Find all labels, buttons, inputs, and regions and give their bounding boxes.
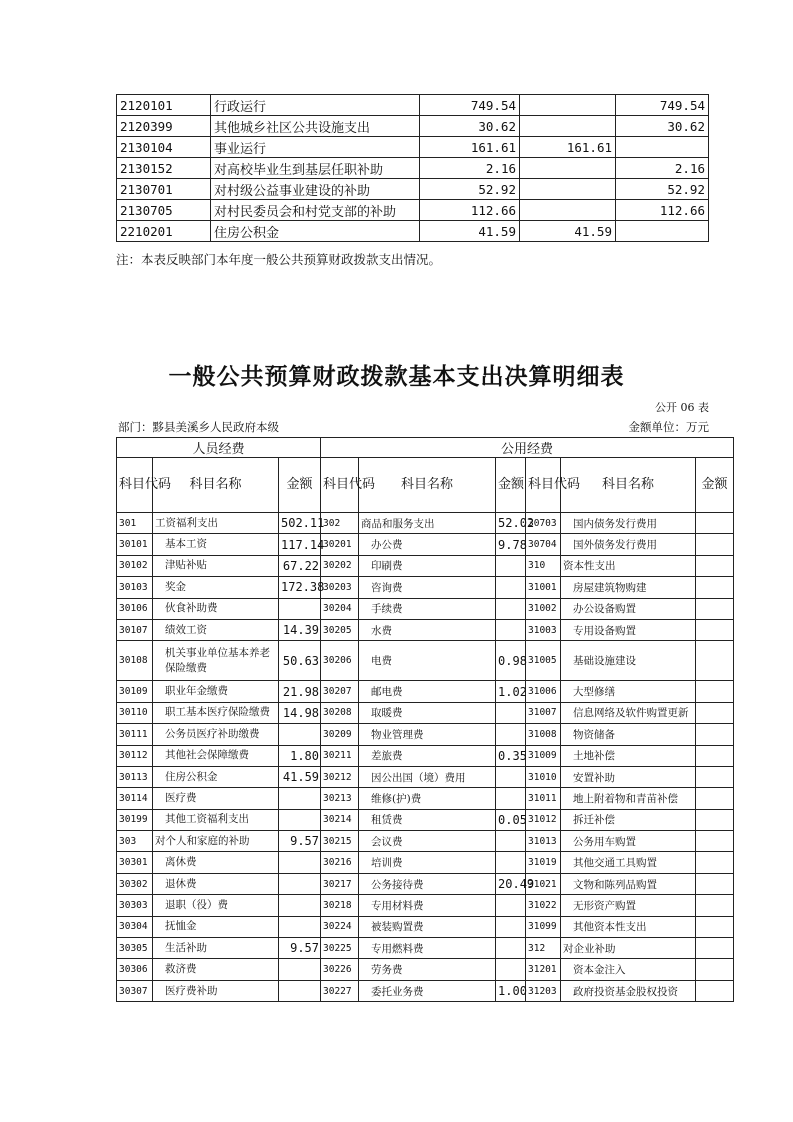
table-row xyxy=(117,788,734,809)
capital-code: 31010 xyxy=(526,766,561,787)
total-amount: 52.92 xyxy=(420,179,520,200)
personnel-amount: 14.98 xyxy=(279,702,321,723)
personnel-amount xyxy=(279,788,321,809)
project-amount: 30.62 xyxy=(616,116,709,137)
personnel-name: 住房公积金 xyxy=(153,766,279,787)
capital-code: 31001 xyxy=(526,577,561,598)
capital-amount xyxy=(696,788,734,809)
capital-amount xyxy=(696,598,734,619)
personnel-name: 医疗费补助 xyxy=(153,980,279,1001)
personnel-code: 303 xyxy=(117,831,153,852)
total-amount: 749.54 xyxy=(420,95,520,116)
public-amount xyxy=(496,555,526,576)
public-amount: 9.78 xyxy=(496,534,526,555)
table-row xyxy=(117,938,734,959)
personnel-name: 津贴补贴 xyxy=(153,555,279,576)
table-row xyxy=(117,577,734,598)
basic-amount xyxy=(520,179,616,200)
public-code: 30205 xyxy=(321,619,359,640)
personnel-code: 30106 xyxy=(117,598,153,619)
personnel-code: 30110 xyxy=(117,702,153,723)
capital-name: 大型修缮 xyxy=(561,681,696,702)
form-id: 公开 06 表 xyxy=(655,401,709,414)
capital-amount xyxy=(696,577,734,598)
personnel-code: 30108 xyxy=(117,641,153,681)
public-name: 取暖费 xyxy=(359,702,496,723)
total-amount: 161.61 xyxy=(420,137,520,158)
public-name: 培训费 xyxy=(359,852,496,873)
public-code: 30206 xyxy=(321,641,359,681)
subject-name: 事业运行 xyxy=(211,137,420,158)
personnel-amount xyxy=(279,895,321,916)
basic-amount xyxy=(520,200,616,221)
expenditure-summary-table xyxy=(116,94,709,242)
basic-amount xyxy=(520,116,616,137)
table-row xyxy=(117,959,734,980)
public-amount xyxy=(496,788,526,809)
personnel-code: 30305 xyxy=(117,938,153,959)
public-name: 邮电费 xyxy=(359,681,496,702)
amount-header: 金额 xyxy=(496,458,526,513)
personnel-name: 救济费 xyxy=(153,959,279,980)
personnel-code: 30307 xyxy=(117,980,153,1001)
public-amount xyxy=(496,831,526,852)
header-column-row xyxy=(117,458,734,513)
public-amount xyxy=(496,959,526,980)
public-name: 印刷费 xyxy=(359,555,496,576)
code-header: 科目代码 xyxy=(321,458,359,513)
public-code: 30201 xyxy=(321,534,359,555)
project-amount xyxy=(616,137,709,158)
table-row xyxy=(117,513,734,534)
table-row xyxy=(117,116,709,137)
personnel-amount: 9.57 xyxy=(279,938,321,959)
table-row xyxy=(117,916,734,937)
public-amount xyxy=(496,619,526,640)
amount-header: 金额 xyxy=(279,458,321,513)
public-code: 30213 xyxy=(321,788,359,809)
table-row xyxy=(117,158,709,179)
public-code: 30215 xyxy=(321,831,359,852)
capital-amount xyxy=(696,745,734,766)
capital-code: 31006 xyxy=(526,681,561,702)
capital-code: 310 xyxy=(526,555,561,576)
personnel-header: 人员经费 xyxy=(117,438,321,458)
public-code: 30226 xyxy=(321,959,359,980)
subject-code: 2120101 xyxy=(117,95,211,116)
public-amount xyxy=(496,702,526,723)
capital-code: 31013 xyxy=(526,831,561,852)
public-name: 水费 xyxy=(359,619,496,640)
capital-code: 31003 xyxy=(526,619,561,640)
public-name: 因公出国（境）费用 xyxy=(359,766,496,787)
public-amount xyxy=(496,895,526,916)
capital-name: 资本性支出 xyxy=(561,555,696,576)
personnel-code: 30301 xyxy=(117,852,153,873)
table-row xyxy=(117,745,734,766)
public-code: 30224 xyxy=(321,916,359,937)
total-amount: 2.16 xyxy=(420,158,520,179)
capital-name: 专用设备购置 xyxy=(561,619,696,640)
public-amount xyxy=(496,724,526,745)
table-row xyxy=(117,809,734,830)
public-name: 电费 xyxy=(359,641,496,681)
personnel-name: 抚恤金 xyxy=(153,916,279,937)
capital-amount xyxy=(696,873,734,894)
department-label: 部门：黟县美溪乡人民政府本级 xyxy=(118,420,279,434)
table-row xyxy=(117,137,709,158)
public-name: 差旅费 xyxy=(359,745,496,766)
personnel-amount: 172.38 xyxy=(279,577,321,598)
personnel-amount xyxy=(279,873,321,894)
subject-name: 对村级公益事业建设的补助 xyxy=(211,179,420,200)
personnel-name: 其他工资福利支出 xyxy=(153,809,279,830)
public-code: 30208 xyxy=(321,702,359,723)
code-header: 科目代码 xyxy=(526,458,561,513)
public-name: 会议费 xyxy=(359,831,496,852)
public-code: 30214 xyxy=(321,809,359,830)
capital-amount xyxy=(696,938,734,959)
table-row xyxy=(117,221,709,242)
personnel-amount xyxy=(279,852,321,873)
capital-code: 312 xyxy=(526,938,561,959)
table-row xyxy=(117,95,709,116)
capital-name: 对企业补助 xyxy=(561,938,696,959)
personnel-name: 奖金 xyxy=(153,577,279,598)
public-code: 30225 xyxy=(321,938,359,959)
personnel-code: 30111 xyxy=(117,724,153,745)
capital-name: 国外债务发行费用 xyxy=(561,534,696,555)
capital-name: 土地补偿 xyxy=(561,745,696,766)
subject-name: 对高校毕业生到基层任职补助 xyxy=(211,158,420,179)
table-row xyxy=(117,766,734,787)
public-amount: 0.05 xyxy=(496,809,526,830)
capital-name: 安置补助 xyxy=(561,766,696,787)
table-row xyxy=(117,619,734,640)
personnel-amount: 502.11 xyxy=(279,513,321,534)
capital-amount xyxy=(696,980,734,1001)
public-name: 委托业务费 xyxy=(359,980,496,1001)
personnel-amount: 9.57 xyxy=(279,831,321,852)
subject-code: 2130104 xyxy=(117,137,211,158)
public-amount xyxy=(496,577,526,598)
personnel-code: 30101 xyxy=(117,534,153,555)
subject-name: 行政运行 xyxy=(211,95,420,116)
capital-code: 31022 xyxy=(526,895,561,916)
project-amount: 749.54 xyxy=(616,95,709,116)
code-header: 科目代码 xyxy=(117,458,153,513)
table-row xyxy=(117,895,734,916)
capital-amount xyxy=(696,555,734,576)
public-amount xyxy=(496,916,526,937)
capital-code: 31021 xyxy=(526,873,561,894)
personnel-amount xyxy=(279,916,321,937)
personnel-name: 医疗费 xyxy=(153,788,279,809)
capital-amount xyxy=(696,959,734,980)
personnel-name: 基本工资 xyxy=(153,534,279,555)
personnel-amount: 14.39 xyxy=(279,619,321,640)
capital-amount xyxy=(696,513,734,534)
personnel-code: 30107 xyxy=(117,619,153,640)
capital-name: 公务用车购置 xyxy=(561,831,696,852)
subject-name: 其他城乡社区公共设施支出 xyxy=(211,116,420,137)
capital-code: 30704 xyxy=(526,534,561,555)
subject-code: 2130701 xyxy=(117,179,211,200)
personnel-code: 30114 xyxy=(117,788,153,809)
capital-code: 30703 xyxy=(526,513,561,534)
capital-name: 文物和陈列品购置 xyxy=(561,873,696,894)
public-code: 30217 xyxy=(321,873,359,894)
personnel-name: 公务员医疗补助缴费 xyxy=(153,724,279,745)
project-amount xyxy=(616,221,709,242)
capital-code: 31005 xyxy=(526,641,561,681)
capital-name: 地上附着物和青苗补偿 xyxy=(561,788,696,809)
personnel-code: 30303 xyxy=(117,895,153,916)
personnel-name: 退职（役）费 xyxy=(153,895,279,916)
basic-amount: 161.61 xyxy=(520,137,616,158)
public-name: 办公费 xyxy=(359,534,496,555)
table-row xyxy=(117,873,734,894)
capital-name: 国内债务发行费用 xyxy=(561,513,696,534)
public-name: 咨询费 xyxy=(359,577,496,598)
capital-code: 31012 xyxy=(526,809,561,830)
personnel-code: 301 xyxy=(117,513,153,534)
table-row xyxy=(117,641,734,681)
public-amount xyxy=(496,852,526,873)
table-row xyxy=(117,681,734,702)
capital-name: 其他资本性支出 xyxy=(561,916,696,937)
basic-amount xyxy=(520,95,616,116)
personnel-amount xyxy=(279,598,321,619)
total-amount: 112.66 xyxy=(420,200,520,221)
name-header: 科目名称 xyxy=(153,458,279,513)
capital-amount xyxy=(696,895,734,916)
capital-amount xyxy=(696,702,734,723)
public-code: 30212 xyxy=(321,766,359,787)
total-amount: 41.59 xyxy=(420,221,520,242)
capital-amount xyxy=(696,534,734,555)
personnel-amount xyxy=(279,724,321,745)
personnel-name: 退休费 xyxy=(153,873,279,894)
name-header: 科目名称 xyxy=(359,458,496,513)
personnel-name: 职工基本医疗保险缴费 xyxy=(153,702,279,723)
table-row xyxy=(117,702,734,723)
basic-expenditure-detail-table xyxy=(116,437,734,1002)
capital-name: 政府投资基金股权投资 xyxy=(561,980,696,1001)
public-code: 30202 xyxy=(321,555,359,576)
personnel-name: 其他社会保障缴费 xyxy=(153,745,279,766)
capital-code: 31099 xyxy=(526,916,561,937)
personnel-amount: 21.98 xyxy=(279,681,321,702)
public-amount: 0.35 xyxy=(496,745,526,766)
table-row xyxy=(117,980,734,1001)
personnel-name: 对个人和家庭的补助 xyxy=(153,831,279,852)
header-group-row xyxy=(117,438,734,458)
public-name: 公务接待费 xyxy=(359,873,496,894)
public-code: 302 xyxy=(321,513,359,534)
personnel-code: 30103 xyxy=(117,577,153,598)
project-amount: 112.66 xyxy=(616,200,709,221)
detail-body xyxy=(117,513,734,1002)
amount-unit-label: 金额单位：万元 xyxy=(628,420,709,434)
public-code: 30203 xyxy=(321,577,359,598)
capital-name: 其他交通工具购置 xyxy=(561,852,696,873)
personnel-code: 30304 xyxy=(117,916,153,937)
public-amount: 1.02 xyxy=(496,681,526,702)
personnel-name: 伙食补助费 xyxy=(153,598,279,619)
public-code: 30209 xyxy=(321,724,359,745)
public-header: 公用经费 xyxy=(321,438,734,458)
public-amount: 20.49 xyxy=(496,873,526,894)
table-row xyxy=(117,724,734,745)
personnel-code: 30113 xyxy=(117,766,153,787)
subject-code: 2130152 xyxy=(117,158,211,179)
personnel-amount xyxy=(279,959,321,980)
basic-amount: 41.59 xyxy=(520,221,616,242)
public-name: 被装购置费 xyxy=(359,916,496,937)
public-name: 手续费 xyxy=(359,598,496,619)
name-header: 科目名称 xyxy=(561,458,696,513)
table-row xyxy=(117,534,734,555)
public-code: 30207 xyxy=(321,681,359,702)
public-amount xyxy=(496,938,526,959)
personnel-code: 30112 xyxy=(117,745,153,766)
public-amount: 0.98 xyxy=(496,641,526,681)
personnel-name: 工资福利支出 xyxy=(153,513,279,534)
capital-amount xyxy=(696,619,734,640)
table-row xyxy=(117,598,734,619)
personnel-amount: 117.14 xyxy=(279,534,321,555)
public-name: 租赁费 xyxy=(359,809,496,830)
project-amount: 52.92 xyxy=(616,179,709,200)
capital-name: 无形资产购置 xyxy=(561,895,696,916)
capital-name: 房屋建筑物购建 xyxy=(561,577,696,598)
total-amount: 30.62 xyxy=(420,116,520,137)
table-row xyxy=(117,852,734,873)
personnel-code: 30199 xyxy=(117,809,153,830)
capital-code: 31007 xyxy=(526,702,561,723)
public-amount: 1.00 xyxy=(496,980,526,1001)
personnel-code: 30109 xyxy=(117,681,153,702)
capital-code: 31002 xyxy=(526,598,561,619)
public-amount xyxy=(496,766,526,787)
capital-amount xyxy=(696,852,734,873)
personnel-amount: 67.22 xyxy=(279,555,321,576)
capital-amount xyxy=(696,724,734,745)
subject-code: 2210201 xyxy=(117,221,211,242)
subject-code: 2130705 xyxy=(117,200,211,221)
personnel-amount: 1.80 xyxy=(279,745,321,766)
personnel-amount xyxy=(279,809,321,830)
public-name: 维修(护)费 xyxy=(359,788,496,809)
capital-amount xyxy=(696,766,734,787)
personnel-code: 30306 xyxy=(117,959,153,980)
public-amount xyxy=(496,598,526,619)
table-row xyxy=(117,179,709,200)
personnel-code: 30102 xyxy=(117,555,153,576)
capital-amount xyxy=(696,916,734,937)
table-row xyxy=(117,555,734,576)
capital-name: 基础设施建设 xyxy=(561,641,696,681)
public-name: 劳务费 xyxy=(359,959,496,980)
capital-name: 物资储备 xyxy=(561,724,696,745)
subject-name: 住房公积金 xyxy=(211,221,420,242)
capital-code: 31009 xyxy=(526,745,561,766)
personnel-name: 绩效工资 xyxy=(153,619,279,640)
page-title: 一般公共预算财政拨款基本支出决算明细表 xyxy=(168,364,625,390)
subject-code: 2120399 xyxy=(117,116,211,137)
amount-header: 金额 xyxy=(696,458,734,513)
capital-code: 31201 xyxy=(526,959,561,980)
subject-name: 对村民委员会和村党支部的补助 xyxy=(211,200,420,221)
capital-amount xyxy=(696,831,734,852)
capital-amount xyxy=(696,809,734,830)
public-code: 30218 xyxy=(321,895,359,916)
public-amount: 52.02 xyxy=(496,513,526,534)
basic-amount xyxy=(520,158,616,179)
table-row xyxy=(117,200,709,221)
personnel-name: 职业年金缴费 xyxy=(153,681,279,702)
public-code: 30204 xyxy=(321,598,359,619)
capital-name: 拆迁补偿 xyxy=(561,809,696,830)
personnel-amount xyxy=(279,980,321,1001)
table-note: 注：本表反映部门本年度一般公共预算财政拨款支出情况。 xyxy=(116,252,442,267)
personnel-amount: 50.63 xyxy=(279,641,321,681)
capital-code: 31203 xyxy=(526,980,561,1001)
capital-code: 31011 xyxy=(526,788,561,809)
public-code: 30227 xyxy=(321,980,359,1001)
public-code: 30211 xyxy=(321,745,359,766)
table-row xyxy=(117,831,734,852)
public-name: 物业管理费 xyxy=(359,724,496,745)
public-name: 商品和服务支出 xyxy=(359,513,496,534)
capital-amount xyxy=(696,641,734,681)
personnel-name: 生活补助 xyxy=(153,938,279,959)
project-amount: 2.16 xyxy=(616,158,709,179)
capital-amount xyxy=(696,681,734,702)
capital-code: 31019 xyxy=(526,852,561,873)
personnel-amount: 41.59 xyxy=(279,766,321,787)
public-name: 专用燃料费 xyxy=(359,938,496,959)
personnel-name: 离休费 xyxy=(153,852,279,873)
capital-name: 信息网络及软件购置更新 xyxy=(561,702,696,723)
capital-name: 办公设备购置 xyxy=(561,598,696,619)
public-name: 专用材料费 xyxy=(359,895,496,916)
personnel-name: 机关事业单位基本养老保险缴费 xyxy=(153,641,279,681)
capital-code: 31008 xyxy=(526,724,561,745)
capital-name: 资本金注入 xyxy=(561,959,696,980)
public-code: 30216 xyxy=(321,852,359,873)
personnel-code: 30302 xyxy=(117,873,153,894)
expenditure-summary-body xyxy=(117,95,709,242)
